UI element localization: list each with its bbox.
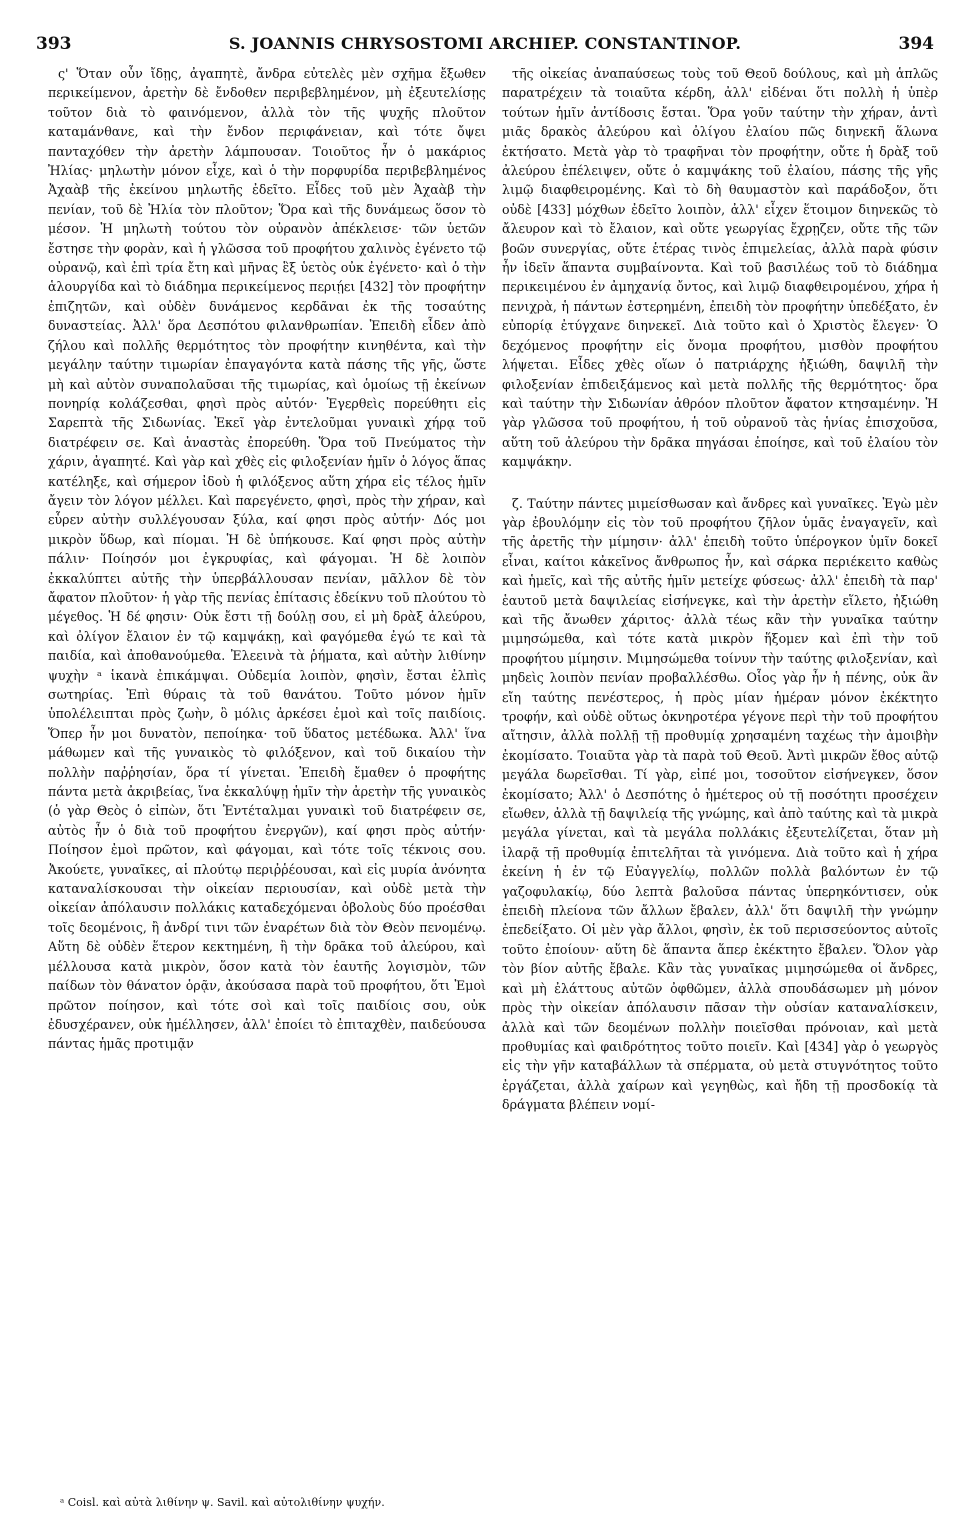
right-paragraph-1: τῆς οἰκείας ἀναπαύσεως τοὺς τοῦ Θεοῦ δούλους, καὶ μὴ ἁπλῶς παρατρέχειν τὰ τοιαῦτα κέρδη, ἀλλ' εἰδέναι ὅτι πολλὴ ἡ ὑπὲρ τούτων ἡμῖν ἀντίδοσις ἔσται. Ὅρα γοῦν ταύτην τὴν χήραν, ἀντὶ μιᾶς δρακὸς ἀλεύρου καὶ ὀλίγου ἐλαίου πῶς διηνεκῆ ἅλωνα ἐκτήσατο. Μετὰ γὰρ τὸ τραφῆναι τὸν προφήτην, οὔτε ἡ δρὰξ τοῦ ἀλεύρου ἐπέλειψεν, οὔτε ὁ καμψάκης τοῦ ἐλαίου, πάσης τῆς γῆς λιμῷ διαφθειρομένης. Καὶ τὸ δὴ θαυμαστὸν καὶ παράδοξον, ὅτι οὐδὲ [433] μόχθων ἐδεῖτο λοιπὸν, ἀλλ' εἶχεν ἕτοιμον διηνεκῶς τὸ ἄλευρον καὶ τὸ ἔλαιον, καὶ οὔτε γεωργίας ἔχρῃζεν, οὔτε τῆς τῶν βοῶν συνεργίας, οὔτε ἑτέρας τινὸς ἐπιμελείας, ἀλλὰ παρὰ φύσιν ἦν ἰδεῖν ἅπαντα συμβαίνοντα. Καὶ τοῦ βασιλέως τοῦ τὸ διάδημα περικειμένου ἐν ἀμηχανίᾳ ὄντος, καὶ λιμῷ διαφθειρομένου, χήρα ἡ πενιχρὰ, ἡ πάντων ἐστερημένη, ἐπειδὴ τὸν προφήτην ὑπεδέξατο, ἐν εὐπορίᾳ ἐτύγχανε διηνεκεῖ. Διὰ τοῦτο καὶ ὁ Χριστὸς ἔλεγεν· Ὁ δεχόμενος προφήτην εἰς ὄνομα προφήτου, μισθὸν προφήτου λήψεται. Εἶδες χθὲς οἵων ὁ πατριάρχης ἠξιώθη, δαψιλῆ τὴν φιλοξενίαν ἐπιδειξάμενος καὶ μετὰ πολλῆς τῆς θερμότητος· ὅρα καὶ ταύτην τὴν Σιδωνίαν ἀθρόον πλοῦτον ἄφατον κτησαμένην. Ἡ γὰρ γλῶσσα τοῦ προφήτου, ἡ τοῦ οὐρανοῦ τὰς ἡνίας ἐπισχοῦσα, αὕτη τοῦ ἀλεύρου τὴν δρᾶκα πηγάσαι ἐποίησε, καὶ τοῦ ἐλαίου τὸν καμψάκην. [502, 66, 938, 470]
left-paragraph-1: ς' Ὅταν οὖν ἴδῃς, ἀγαπητὲ, ἄνδρα εὐτελὲς μὲν σχῆμα ἔξωθεν περικείμενον, ἀρετὴν δὲ ἔνδοθεν περιβεβλημένον, μὴ ἐξευτελίσῃς τοῦτον διὰ τὸ φαινόμενον, ἀλλὰ τὸν τῆς ψυχῆς πλοῦτον καταμάνθανε, καὶ τὴν ἔνδον περιφάνειαν, καὶ τότε ὄψει πανταχόθεν τὴν ἀρετὴν λάμπουσαν. Τοιοῦτος ἦν ὁ μακάριος Ἠλίας· μηλωτὴν μόνον εἶχε, καὶ ὁ τὴν πορφυρίδα περιβεβλημένος Ἀχαὰβ τῆς ἐκείνου μηλωτῆς ἐδεῖτο. Εἶδες τοῦ μὲν Ἀχαὰβ τὴν πενίαν, τοῦ δὲ Ἠλία τὸν πλοῦτον; Ὅρα καὶ τῆς δυνάμεως ὅσον τὸ μέσον. Ἡ μηλωτὴ τούτου τὸν οὐρανὸν ἀπέκλεισε· τῶν ὑετῶν ἔστησε τὴν φορὰν, καὶ ἡ γλῶσσα τοῦ προφήτου χαλινὸς ἐγένετο τῷ οὐρανῷ, καὶ ἐπὶ τρία ἔτη καὶ μῆνας ἓξ ὑετὸς οὐκ ἐγένετο· καὶ ὁ τὴν ἁλουργίδα καὶ τὸ διάδημα περικείμενος περιῄει [432] τὸν προφήτην ἐπιζητῶν, καὶ οὐδὲν δυνάμενος κερδᾶναι ἐκ τῆς τοσαύτης δυναστείας. Ἀλλ' ὅρα Δεσπότου φιλανθρωπίαν. Ἐπειδὴ εἶδεν ἀπὸ ζήλου καὶ πολλῆς θερμότητος τὸν προφήτην κινηθέντα, καὶ τὴν μεγάλην ταύτην τιμωρίαν ἐπαγαγόντα κατὰ πάσης τῆς γῆς, ὥστε μὴ καὶ αὐτὸν συναπολαῦσαι τῆς τιμωρίας, καὶ ὁμοίως τῇ ἐκείνων πονηρίᾳ κολάζεσθαι, φησὶ πρὸς αὐτόν· Ἐγερθεὶς πορεύθητι εἰς Σαρεπτὰ τῆς Σιδωνίας. Ἐκεῖ γὰρ ἐντελοῦμαι γυναικὶ χήρᾳ τοῦ διατρέφειν σε. Καὶ ἀναστὰς ἐπορεύθη. Ὅρα τοῦ Πνεύματος τὴν χάριν, ἀγαπητέ. Καὶ γὰρ καὶ χθὲς εἰς φιλοξενίαν ἡμῖν ὁ λόγος ἅπας κατέληξε, καὶ σήμερον ἰδοὺ ἡ φιλόξενος αὕτη χήρα εἰς τέλος ἡμῖν ἄγειν τὸν λόγον μέλλει. Καὶ παρεγένετο, φησὶ, πρὸς τὴν χήραν, καὶ εὗρεν αὐτὴν συλλέγουσαν ξύλα, καί φησι πρὸς αὐτήν· Δός μοι μικρὸν ὕδωρ, καὶ πίομαι. Ἡ δὲ ὑπήκουσε. Καί φησι πρὸς αὐτὴν πάλιν· Ποίησόν μοι ἐγκρυφίας, καὶ φάγομαι. Ἡ δὲ λοιπὸν ἐκκαλύπτει αὐτῆς τὴν ὑπερβάλλουσαν πενίαν, μᾶλλον δὲ τὸν ἄφατον πλοῦτον· ἡ γὰρ τῆς πενίας ἐπίτασις ἐδείκνυ τοῦ πλούτου τὸ μέγεθος. Ἡ δέ φησιν· Οὐκ ἔστι τῇ δούλῃ σου, εἰ μὴ δρὰξ ἀλεύρου, καὶ ὀλίγον ἔλαιον ἐν τῷ καμψάκῃ, καὶ φαγόμεθα ἐγώ τε καὶ τὰ παιδία, καὶ ἀποθανούμεθα. Ἐλεεινὰ τὰ ῥήματα, καὶ αὐτὴν λιθίνην ψυχὴν ᵃ ἱκανὰ ἐπικάμψαι. Οὐδεμία λοιπὸν, φησὶν, ἔσται ἐλπὶς σωτηρίας. Ἐπὶ θύραις τὰ τοῦ θανάτου. Τοῦτο μόνον ἡμῖν ὑπολέλειπται πρὸς ζωὴν, ὃ μόλις ἀρκέσει ἐμοὶ καὶ τοῖς παιδίοις. Ὅπερ ἦν μοι δυνατὸν, πεποίηκα· τοῦ ὕδατος μετέδωκα. Ἀλλ' ἵνα μάθωμεν καὶ τῆς γυναικὸς τὸ φιλόξενον, καὶ τοῦ δικαίου τὴν πολλὴν παῤῥησίαν, ὅρα τί γίνεται. Ἐπειδὴ ἔμαθεν ὁ προφήτης πάντα μετὰ ἀκριβείας, ἵνα ἐκκαλύψῃ ἡμῖν τὴν ἀρετὴν τῆς γυναικὸς (ὁ γὰρ Θεὸς ὁ εἰπὼν, ὅτι Ἐντέταλμαι γυναικὶ τοῦ διατρέφειν σε, αὐτὸς ἦν ὁ διὰ τοῦ προφήτου ἐνεργῶν), καί φησι πρὸς αὐτήν· Ποίησον ἐμοὶ πρῶτον, καὶ φάγομαι, καὶ τότε τοῖς τέκνοις σου. Ἀκούετε, γυναῖκες, αἱ πλούτῳ περιῤῥέουσαι, καὶ εἰς μυρία ἀνόνητα καταναλίσκουσαι τὴν οἰκείαν περιουσίαν, καὶ οὐδὲ μετὰ τὴν οἰκείαν ἀπόλαυσιν πολλάκις καταδεχόμεναι ὀβολοὺς δύο προέσθαι τοῖς δεομένοις, ἢ ἀνδρί τινι τῶν ἐναρέτων διὰ τὸν Θεὸν πενομένῳ. Αὕτη δὲ οὐδὲν ἕτερον κεκτημένη, ἢ τὴν δρᾶκα τοῦ ἀλεύρου, καὶ μέλλουσα κατὰ μικρὸν, ὅσον κατὰ τὸν ἑαυτῆς λογισμὸν, τῶν παίδων τὸν θάνατον ὁρᾷν, ἀκούσασα παρὰ τοῦ προφήτου, ὅτι Ἐμοὶ πρῶτον ποίησον, καὶ τότε σοὶ καὶ τοῖς παιδίοις σου, οὐκ ἐδυσχέρανεν, οὐκ ἠμέλλησεν, ἀλλ' ἐποίει τὸ ἐπιταχθὲν, παιδεύουσα πάντας ἡμᾶς προτιμᾷν [48, 66, 486, 1052]
page-number-left: 393 [36, 34, 72, 54]
footnote: ᵃ Coisl. καὶ αὐτὰ λιθίνην ψ. Savil. καὶ αὐτολιθίνην ψυχήν. [60, 1496, 385, 1509]
page-number-right: 394 [898, 34, 934, 54]
page-header [36, 34, 934, 58]
right-paragraph-2: ζ. Ταύτην πάντες μιμείσθωσαν καὶ ἄνδρες καὶ γυναῖκες. Ἐγὼ μὲν γὰρ ἐβουλόμην εἰς τὸν τοῦ προφήτου ζῆλον ὑμᾶς ἐναγαγεῖν, καὶ τῆς ἀρετῆς τὴν μίμησιν· ἀλλ' ἐπειδὴ τοῦτο ὑπέρογκον ὑμῖν δοκεῖ εἶναι, καίτοι κἀκεῖνος ἄνθρωπος ἦν, καὶ σάρκα περιέκειτο καθὼς καὶ ἡμεῖς, καὶ τῆς αὐτῆς ἡμῖν μετείχε φύσεως· ἀλλ' ἐπειδὴ τὰ παρ' ἑαυτοῦ μετὰ δαψιλείας εἰσήνεγκε, καὶ τὴν ἀρετὴν εἵλετο, ἠξιώθη καὶ τῆς ἄνωθεν χάριτος· ἀλλὰ τέως κἂν τὴν γυναῖκα ταύτην μιμησώμεθα, καὶ τότε κατὰ μικρὸν ἥξομεν καὶ ἐπὶ τὴν τοῦ προφήτου μίμησιν. Μιμησώμεθα τοίνυν τὴν ταύτης φιλοξενίαν, καὶ μηδεὶς λοιπὸν πενίαν προβαλλέσθω. Οἷος γὰρ ἦν ἡ πένης, οὐκ ἂν εἴη ταύτης πενέστερος, ἡ πρὸς μίαν ἡμέραν μόνον ἐκέκτητο τροφήν, καὶ οὐδὲ οὕτως ὀκνηροτέρα γέγονε περὶ τὴν τοῦ προφήτου αἴτησιν, ἀλλὰ πολλῇ τῇ προθυμίᾳ χρησαμένη ταχέως τὴν ἀμοιβὴν ἐκομίσατο. Τοιαῦτα γὰρ τὰ παρὰ τοῦ Θεοῦ. Ἀντὶ μικρῶν ἔθος αὐτῷ μεγάλα δωρεῖσθαι. Τί γὰρ, εἰπέ μοι, τοσοῦτον εἰσήνεγκεν, ὅσον ἐκομίσατο; Ἀλλ' ὁ Δεσπότης ὁ ἡμέτερος οὐ τῇ ποσότητι προσέχειν εἴωθεν, ἀλλὰ τῇ δαψιλείᾳ τῆς γνώμης, καὶ ἀπὸ ταύτης καὶ τὰ μικρὰ μεγάλα γίνεται, καὶ τὰ μεγάλα πολλάκις ἐξευτελίζεται, ὅταν μὴ ἱλαρᾷ τῇ προθυμίᾳ ἐπιτελῆται τὰ γινόμενα. Διὰ τοῦτο καὶ ἡ χήρα ἐκείνη ἡ ἐν τῷ Εὐαγγελίῳ, πολλῶν πολλὰ βαλόντων ἐν τῷ γαζοφυλακίῳ, δύο λεπτὰ βαλοῦσα πάντας ὑπερηκόντισεν, οὐκ ἐπειδὴ πλείονα τῶν ἄλλων ἔβαλεν, ἀλλ' ὅτι δαψιλῆ τὴν γνώμην ἐπεδείξατο. Οἱ μὲν γὰρ ἄλλοι, φησὶν, ἐκ τοῦ περισσεύοντος αὐτοῖς τοῦτο ἐποίουν· αὕτη δὲ ἅπαντα ἅπερ ἐκέκτητο ἔβαλεν. Ὅλον γὰρ τὸν βίον αὐτῆς ἔβαλε. Κἂν τὰς γυναῖκας μιμησώμεθα οἱ ἄνδρες, καὶ μὴ ἐλάττους αὐτῶν ὀφθῶμεν, ἀλλὰ σπουδάσωμεν μὴ μόνον πρὸς τὴν οἰκείαν ἀπόλαυσιν πᾶσαν τὴν οὐσίαν καταναλίσκειν, ἀλλὰ καὶ τῶν δεομένων πολλὴν ποιεῖσθαι πρόνοιαν, καὶ μετὰ προθυμίας καὶ φαιδρότητος τοῦτο ποιεῖν. Καὶ [434] γὰρ ὁ γεωργὸς εἰς τὴν γῆν καταβάλλων τὰ σπέρματα, οὐ μετὰ στυγνότητος τοῦτο ἐργάζεται, ἀλλὰ χαίρων καὶ γεγηθὼς, καὶ ἤδη τῇ προσδοκίᾳ τὰ δράγματα βλέπειν νομί- [502, 495, 938, 1113]
right-column [502, 64, 938, 1494]
left-column [48, 64, 486, 1494]
running-title: S. JOANNIS CHRYSOSTOMI ARCHIEP. CONSTANTINOP. [228, 34, 742, 53]
